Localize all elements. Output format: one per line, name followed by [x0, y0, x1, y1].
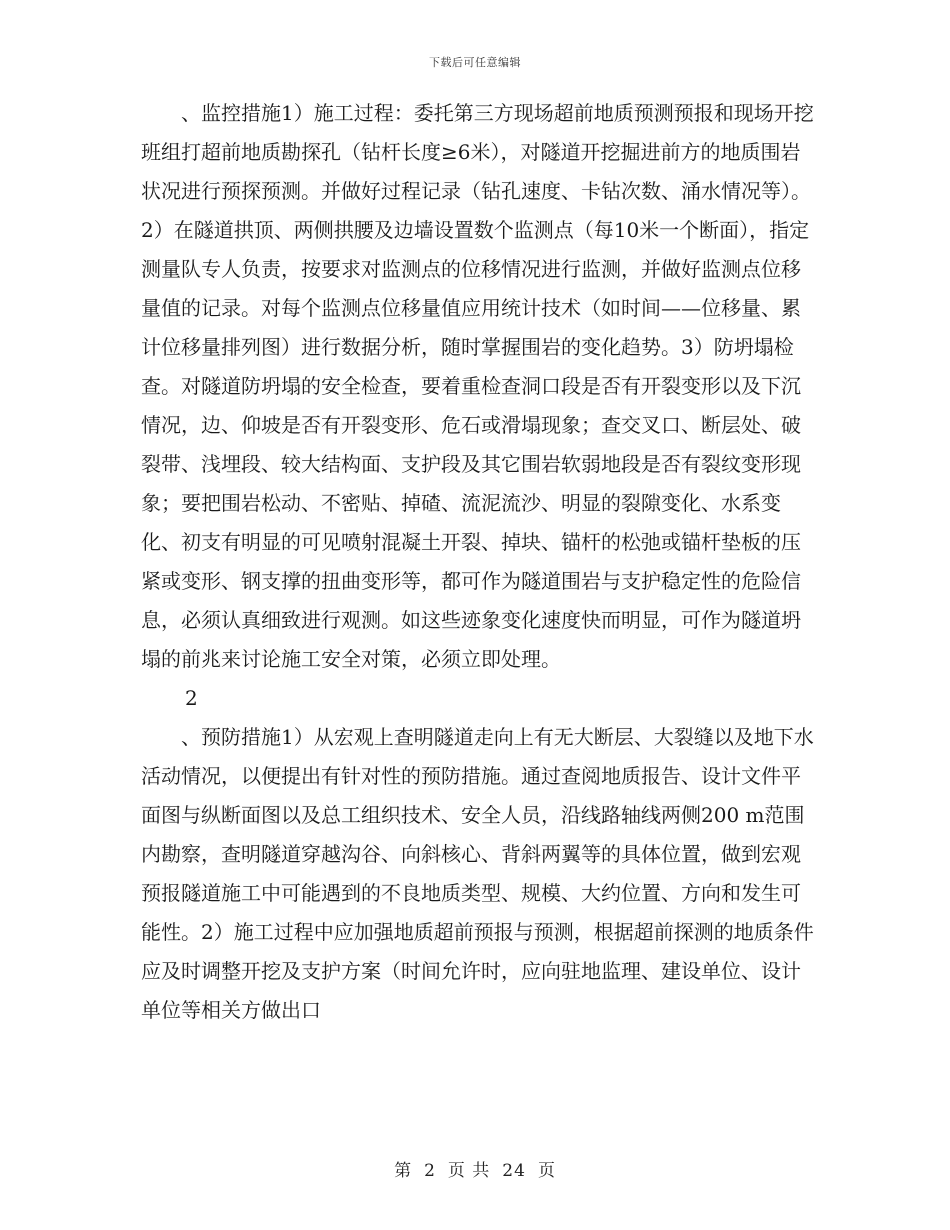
section-number: 2 — [185, 686, 198, 710]
footer-page-number: 2 — [424, 1161, 436, 1181]
page-header-note: 下载后可任意编辑 — [429, 56, 521, 69]
footer-middle: 页 共 — [447, 1161, 491, 1181]
document-body — [141, 94, 818, 1030]
footer-total-pages: 24 — [502, 1161, 526, 1181]
footer-suffix: 页 — [537, 1161, 556, 1181]
footer-prefix: 第 — [394, 1161, 413, 1181]
page-footer — [0, 1156, 950, 1181]
paragraph-prevention-measures: 、预防措施1）从宏观上查明隧道走向上有无大断层、大裂缝以及地下水活动情况，以便提出有针对性的预防措施。通过查阅地质报告、设计文件平面图与纵断面图以及总工组织技术、安全人员，沿线路轴线两侧200 m范围内勘察，查明隧道穿越沟谷、向斜核心、背斜两翼等的具体位置，做到宏观预报隧道施工中可能遇到的不良地质类型、规模、大约位置、方向和发生可能性。2）施工过程中应加强地质超前预报与预测，根据超前探测的地质条件应及时调整开挖及支护方案（时间允许时，应向驻地监理、建设单位、设计单位等相关方做出口 — [141, 725, 814, 1022]
paragraph-monitoring-measures: 、监控措施1）施工过程：委托第三方现场超前地质预测预报和现场开挖班组打超前地质勘探孔（钻杆长度≥6米），对隧道开挖掘进前方的地质围岩状况进行预探预测。并做好过程记录（钻孔速度、卡钻次数、涌水情况等）。2）在隧道拱顶、两侧拱腰及边墙设置数个监测点（每10米一个断面），指定测量队专人负责，按要求对监测点的位移情况进行监测，并做好监测点位移量值的记录。对每个监测点位移量值应用统计技术（如时间——位移量、累计位移量排列图）进行数据分析，随时掌握围岩的变化趋势。3）防坍塌检查。对隧道防坍塌的安全检查，要着重检查洞口段是否有开裂变形以及下沉情况，边、仰坡是否有开裂变形、危石或滑塌现象；查交叉口、断层处、破裂带、浅埋段、较大结构面、支护段及其它围岩软弱地段是否有裂纹变形现象；要把围岩松动、不密贴、掉碴、流泥流沙、明显的裂隙变化、水系变化、初支有明显的可见喷射混凝土开裂、掉块、锚杆的松弛或锚杆垫板的压紧或变形、钢支撑的扭曲变形等，都可作为隧道围岩与支护稳定性的危险信息，必须认真细致进行观测。如这些迹象变化速度快而明显，可作为隧道坍塌的前兆来讨论施工安全对策，必须立即处理。 — [141, 101, 814, 671]
